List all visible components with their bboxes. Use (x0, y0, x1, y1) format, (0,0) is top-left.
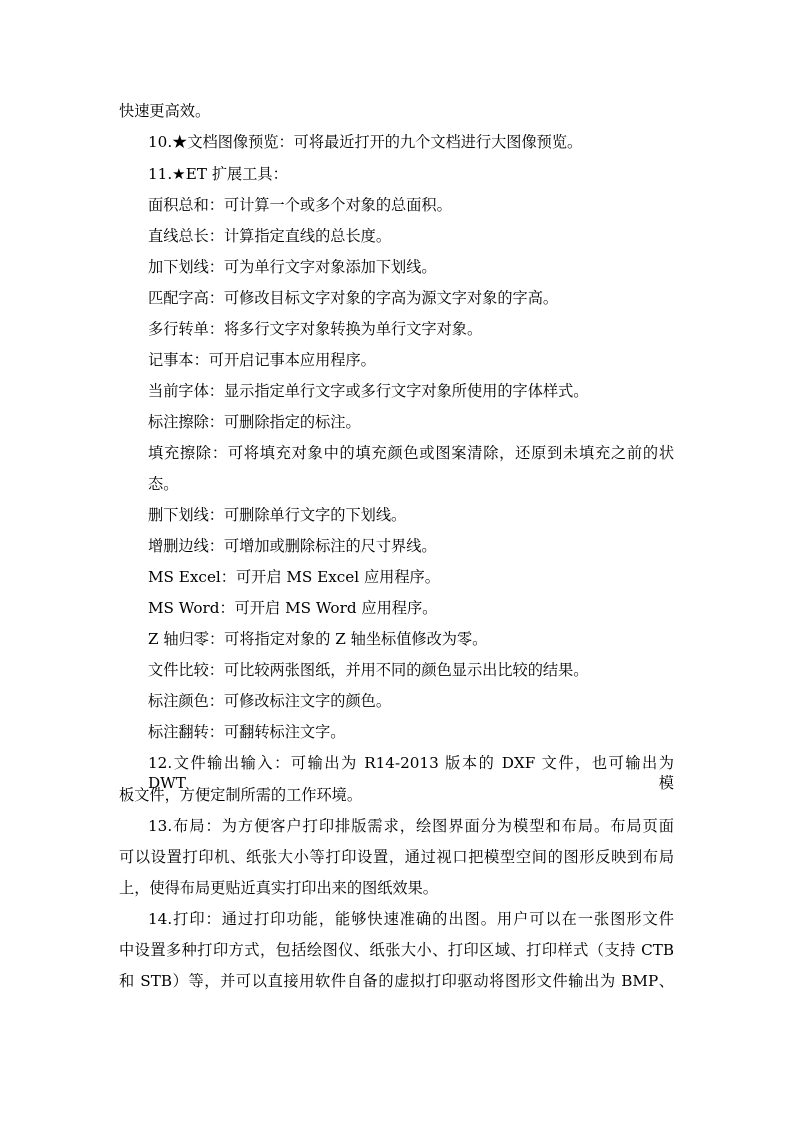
text-line-11: 标注擦除：可删除指定的标注。 (148, 413, 361, 431)
text-line-5: 直线总长：计算指定直线的总长度。 (148, 227, 391, 245)
text-line-20: 标注颜色：可修改标注文字的颜色。 (148, 692, 391, 710)
text-line-14: 删下划线：可删除单行文字的下划线。 (148, 506, 407, 524)
text-line-16: MS Excel：可开启 MS Excel 应用程序。 (148, 568, 440, 586)
text-line-6: 加下划线：可为单行文字对象添加下划线。 (148, 258, 437, 276)
text-line-8: 多行转单：将多行文字对象转换为单行文字对象。 (148, 320, 483, 338)
text-line-12: 填充擦除：可将填充对象中的填充颜色或图案清除，还原到未填充之前的状 (148, 444, 674, 462)
text-line-7: 匹配字高：可修改目标文字对象的字高为源文字对象的字高。 (148, 289, 559, 307)
text-line-3: 11.★ET 扩展工具： (148, 165, 288, 183)
text-line-17: MS Word：可开启 MS Word 应用程序。 (148, 599, 438, 617)
text-line-1: 快速更高效。 (119, 102, 211, 120)
text-line-15: 增删边线：可增加或删除标注的尺寸界线。 (148, 537, 437, 555)
text-line-25: 可以设置打印机、纸张大小等打印设置，通过视口把模型空间的图形反映到布局 (119, 848, 674, 866)
text-line-19: 文件比较：可比较两张图纸，并用不同的颜色显示出比较的结果。 (148, 661, 589, 679)
text-line-26: 上，使得布局更贴近真实打印出来的图纸效果。 (119, 879, 438, 897)
text-line-4: 面积总和：可计算一个或多个对象的总面积。 (148, 196, 452, 214)
text-line-27: 14.打印：通过打印功能，能够快速准确的出图。用户可以在一张图形文件 (148, 910, 674, 928)
text-line-13: 态。 (148, 475, 179, 493)
text-line-9: 记事本：可开启记事本应用程序。 (148, 351, 376, 369)
text-line-29: 和 STB）等，并可以直接用软件自备的虚拟打印驱动将图形文件输出为 BMP、 (119, 972, 674, 990)
text-line-21: 标注翻转：可翻转标注文字。 (148, 723, 346, 741)
text-line-23: 板文件，方便定制所需的工作环境。 (119, 786, 362, 804)
text-line-10: 当前字体：显示指定单行文字或多行文字对象所使用的字体样式。 (148, 382, 589, 400)
text-line-24: 13.布局：为方便客户打印排版需求，绘图界面分为模型和布局。布局页面 (148, 817, 674, 835)
text-line-28: 中设置多种打印方式，包括绘图仪、纸张大小、打印区域、打印样式（支持 CTB (119, 941, 674, 959)
text-line-18: Z 轴归零：可将指定对象的 Z 轴坐标值修改为零。 (148, 630, 488, 648)
text-line-2: 10.★文档图像预览：可将最近打开的九个文档进行大图像预览。 (148, 133, 583, 151)
text-line-22: 12.文件输出输入：可输出为 R14-2013 版本的 DXF 文件，也可输出为 DWT 模 (148, 754, 674, 792)
